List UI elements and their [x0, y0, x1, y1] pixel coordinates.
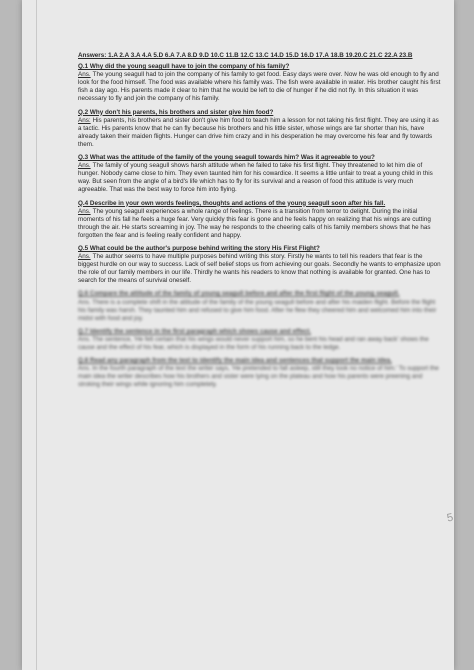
- question-6: Q.6 Compare the attitude of the family of young seagull before and after the first flight of the young seagull.: [78, 290, 400, 298]
- question-block-3: [78, 154, 444, 194]
- question-block-1: [78, 63, 444, 103]
- answer-2: [78, 117, 444, 149]
- answer-text: The family of young seagull shows harsh attitude when he failed to take his first flight. They threatened to let him die of hunger. Nobody came close to him. They even taunted him for his cowardice. It seems a little unfair to treat a young child in this way. But seen from the angle of a bird's life which has to fly for its survival and a reason of food this attitude is very much agreeable. That was the best way to force him into flying.: [78, 162, 433, 194]
- question-block-4: [78, 200, 444, 240]
- question-4: Q.4 Describe in your own words feelings, thoughts and actions of the young seagull soon after his fall.: [78, 199, 386, 207]
- question-1: Q.1 Why did the young seagull have to join the company of his family?: [78, 63, 290, 71]
- question-5: Q.5 What could be the author's purpose behind writing the story His First Flight?: [78, 244, 320, 252]
- document-page: [22, 0, 454, 670]
- answer-3: [78, 162, 444, 194]
- question-block-5: [78, 245, 444, 285]
- blurred-section: [78, 290, 444, 389]
- question-block-7: [78, 328, 444, 352]
- page-number: 5: [445, 511, 455, 525]
- answer-text: The young seagull had to join the company of his family to get food. Easy days were over. Now he was old enough to fly and look for the food himself. The food was available where his family was. The fish were available in water. His brother caught his first fish a day ago. His parents made it clear to him that he would be left to die of hunger if he did not fly. In this situation it was necessary to fly and join the company of his family.: [78, 71, 441, 103]
- answer-7: Ans. The sentence, 'He felt certain that his wings would never support him, so he bent his head and ran away back' shows the cause and the effect of his fear, which is displayed in the form of his running back to the ledge.: [78, 335, 429, 351]
- answer-text: The young seagull experiences a whole range of feelings. There is a transition from terror to delight. During the initial moments of his fall he feels a huge fear. Very quickly this fear is gone and he feels happy on realizing that his wings are cutting through the air. He starts screaming in joy. The way he responds to the cheering calls of his family members shows that he has forgotten the fear and is feeling really confident and happy.: [78, 207, 431, 239]
- question-7: Q.7 Identify the sentence in the first paragraph which shows cause and effect.: [78, 327, 312, 335]
- answer-label: Ans.: [78, 207, 91, 215]
- answer-4: [78, 208, 444, 240]
- answer-sheet: [78, 52, 444, 394]
- answer-1: [78, 71, 444, 103]
- question-3: Q.3 What was the attitude of the family of the young seagull towards him? Was it agreeable to you?: [78, 154, 375, 162]
- answer-label: Ans.: [78, 71, 91, 79]
- question-8: Q.8 Read any paragraph from the text to identify the main idea and sentences that support the main idea.: [78, 357, 392, 365]
- answer-label: Ans:: [78, 116, 91, 124]
- answer-text: The author seems to have multiple purposes behind writing this story. Firstly he wants to tell his readers that fear is the biggest hurdle on our way to success. Lack of self belief stops us from achieving our goals. Secondly he wants to emphasize upon the role of our family members in our life. Thirdly he wants his readers to know that nothing is available for granted. One has to search for the means of survival oneself.: [78, 253, 441, 285]
- answer-label: Ans.: [78, 253, 91, 261]
- answer-8: Ans. In the fourth paragraph of the text the writer says, 'He pretended to fall asleep, still they took no notice of him.' To support the main idea the writer describes how his brothers and sister were lying on the plateau and how his parents were preening and stroking their wings while ignoring him completely.: [78, 365, 439, 389]
- answer-label: Ans.: [78, 162, 91, 170]
- answers-key: Answers: 1.A 2.A 3.A 4.A 5.D 6.A 7.A 8.D 9.D 10.C 11.B 12.C 13.C 14.D 15.D 16.D 17.A 18.B 19.20.C 21.C 22.A 23.B: [78, 52, 413, 59]
- answer-6: Ans. There is a complete shift in the attitude of the family of the young seagull before and after his maiden flight. Before the flight his family was harsh. They taunted him and refused to give him food. After he flew they cheered him and welcomed him into their midst with food and joy.: [78, 298, 437, 322]
- question-block-8: [78, 357, 444, 389]
- question-block-2: [78, 109, 444, 149]
- answer-5: [78, 253, 444, 285]
- question-block-6: [78, 290, 444, 322]
- answer-text: His parents, his brothers and sister don't give him food to teach him a lesson for not taking his first flight. They are using it as a tactic. His parents know that he can fly because his brothers and his little sister, whose wings are far shorter than his, have already taken their maiden flights. Hunger can drive him crazy and in his desperation he may overcome his fear and fly towards them.: [78, 116, 439, 148]
- question-2: Q.2 Why don't his parents, his brothers and sister give him food?: [78, 108, 274, 116]
- scan-edge-mark: [36, 0, 37, 670]
